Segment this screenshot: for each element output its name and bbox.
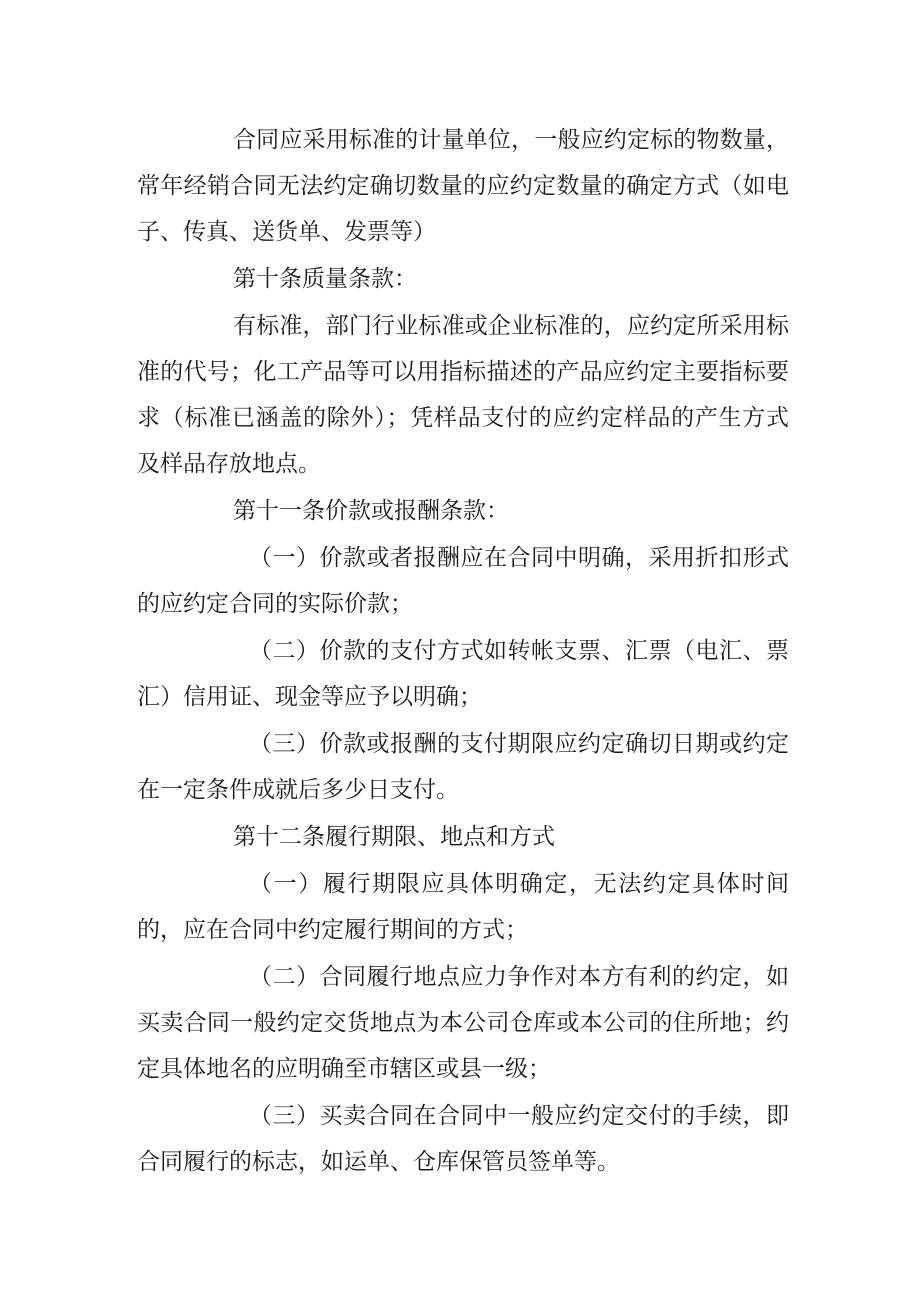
paragraph-performance-item-2: （二）合同履行地点应力争作对本方有利的约定，如买卖合同一般约定交货地点为本公司仓库或本公司的住所地；约定具体地名的应明确至市辖区或县一级； xyxy=(137,964,789,1082)
paragraph-measurement-units: 合同应采用标准的计量单位，一般应约定标的物数量，常年经销合同无法约定确切数量的应约定数量的确定方式（如电子、传真、送货单、发票等） xyxy=(137,127,789,245)
paragraph-quality-standards: 有标准，部门行业标准或企业标准的，应约定所采用标准的代号；化工产品等可以用指标描述的产品应约定主要指标要求（标准已涵盖的除外）；凭样品支付的应约定样品的产生方式及样品存放地点。 xyxy=(137,313,789,477)
document-body xyxy=(137,117,789,1186)
heading-article-11-price: 第十一条价款或报酬条款： xyxy=(233,498,509,524)
paragraph-price-item-1: （一）价款或者报酬应在合同中明确，采用折扣形式的应约定合同的实际价款； xyxy=(137,545,789,617)
heading-article-10-quality: 第十条质量条款： xyxy=(233,266,417,292)
paragraph-performance-item-1: （一）履行期限应具体明确定，无法约定具体时间的，应在合同中约定履行期间的方式； xyxy=(137,871,789,943)
paragraph-price-item-3: （三）价款或报酬的支付期限应约定确切日期或约定在一定条件成就后多少日支付。 xyxy=(137,731,789,803)
paragraph-price-item-2: （二）价款的支付方式如转帐支票、汇票（电汇、票汇）信用证、现金等应予以明确； xyxy=(137,638,789,710)
paragraph-performance-item-3: （三）买卖合同在合同中一般应约定交付的手续，即合同履行的标志，如运单、仓库保管员签单等。 xyxy=(137,1103,789,1175)
heading-article-12-performance: 第十二条履行期限、地点和方式 xyxy=(233,824,555,850)
